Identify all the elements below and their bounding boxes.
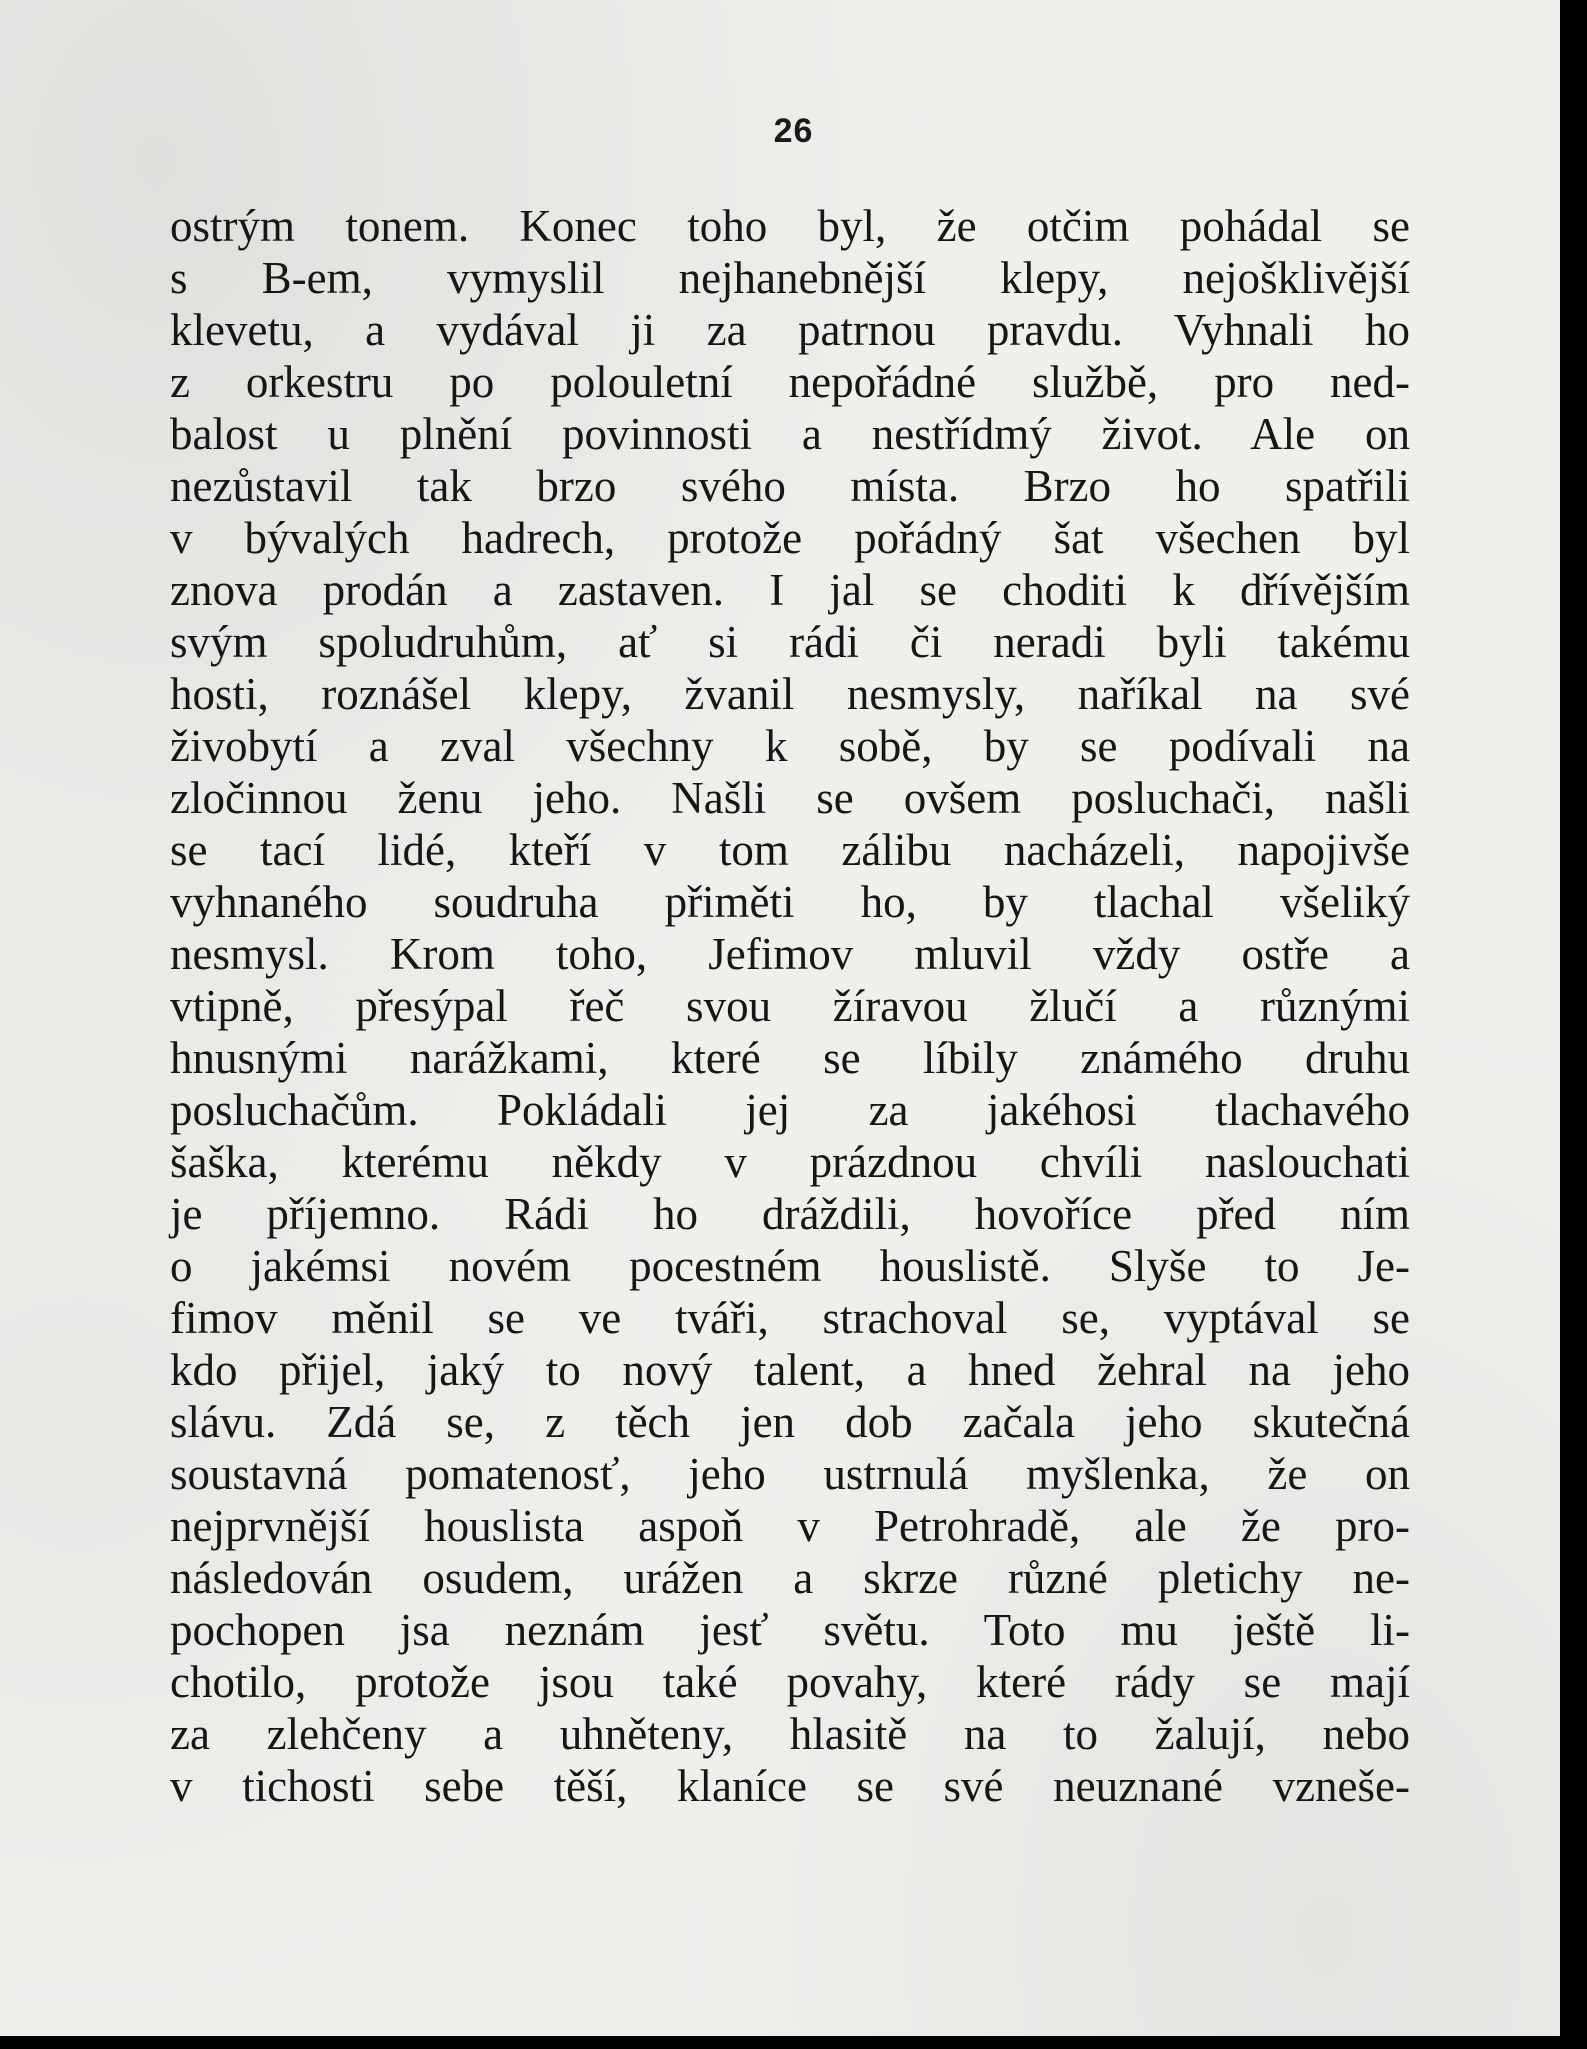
text-line: ostrým tonem. Konec toho byl, že otčim pohádal se (170, 201, 1410, 251)
text-line: nesmysl. Krom toho, Jefimov mluvil vždy ostře a (170, 929, 1410, 979)
text-line: o jakémsi novém pocestném houslistě. Slyše to Je- (170, 1241, 1410, 1291)
text-line: balost u plnění povinnosti a nestřídmý život. Ale on (170, 409, 1410, 459)
text-line: fimov měnil se ve tváři, strachoval se, vyptával se (170, 1293, 1410, 1343)
text-line: znova prodán a zastaven. I jal se choditi k dřívějším (170, 565, 1410, 615)
text-line: kdo přijel, jaký to nový talent, a hned žehral na jeho (170, 1345, 1410, 1395)
text-line: chotilo, protože jsou také povahy, které rády se mají (170, 1657, 1410, 1707)
text-line: pochopen jsa neznám jesť světu. Toto mu ještě li- (170, 1605, 1410, 1655)
text-line: s B-em, vymyslil nejhanebnější klepy, nejošklivější (170, 253, 1410, 303)
text-line: se tací lidé, kteří v tom zálibu nacházeli, napojivše (170, 825, 1410, 875)
text-line: je příjemno. Rádi ho dráždili, hovoříce před ním (170, 1189, 1410, 1239)
page-number: 26 (773, 112, 814, 150)
text-line: zločinnou ženu jeho. Našli se ovšem posluchači, našli (170, 773, 1410, 823)
text-line: z orkestru po polouletní nepořádné službě, pro ned- (170, 357, 1410, 407)
text-line: klevetu, a vydával ji za patrnou pravdu. Vyhnali ho (170, 305, 1410, 355)
text-line: šaška, kterému někdy v prázdnou chvíli naslouchati (170, 1137, 1410, 1187)
text-line: vyhnaného soudruha přiměti ho, by tlachal všeliký (170, 877, 1410, 927)
text-line: vtipně, přesýpal řeč svou žíravou žlučí a různými (170, 981, 1410, 1031)
text-line: posluchačům. Pokládali jej za jakéhosi tlachavého (170, 1085, 1410, 1135)
text-line: v bývalých hadrech, protože pořádný šat všechen byl (170, 513, 1410, 563)
text-line: svým spoludruhům, ať si rádi či neradi byli takému (170, 617, 1410, 667)
text-line: nezůstavil tak brzo svého místa. Brzo ho spatřili (170, 461, 1410, 511)
text-line: nejprvnější houslista aspoň v Petrohradě, ale že pro- (170, 1501, 1410, 1551)
scan-edge-bottom (0, 2036, 1587, 2049)
text-line: za zlehčeny a uhněteny, hlasitě na to žalují, nebo (170, 1709, 1410, 1759)
scan-edge-right (1560, 0, 1587, 2049)
text-line: v tichosti sebe těší, klaníce se své neuznané vzneše- (170, 1761, 1410, 1811)
body-text (170, 200, 1410, 1812)
text-line: soustavná pomatenosť, jeho ustrnulá myšlenka, že on (170, 1449, 1410, 1499)
text-line: slávu. Zdá se, z těch jen dob začala jeho skutečná (170, 1397, 1410, 1447)
text-line: hosti, roznášel klepy, žvanil nesmysly, naříkal na své (170, 669, 1410, 719)
text-line: hnusnými narážkami, které se líbily známého druhu (170, 1033, 1410, 1083)
text-line: živobytí a zval všechny k sobě, by se podívali na (170, 721, 1410, 771)
text-line: následován osudem, urážen a skrze různé pletichy ne- (170, 1553, 1410, 1603)
